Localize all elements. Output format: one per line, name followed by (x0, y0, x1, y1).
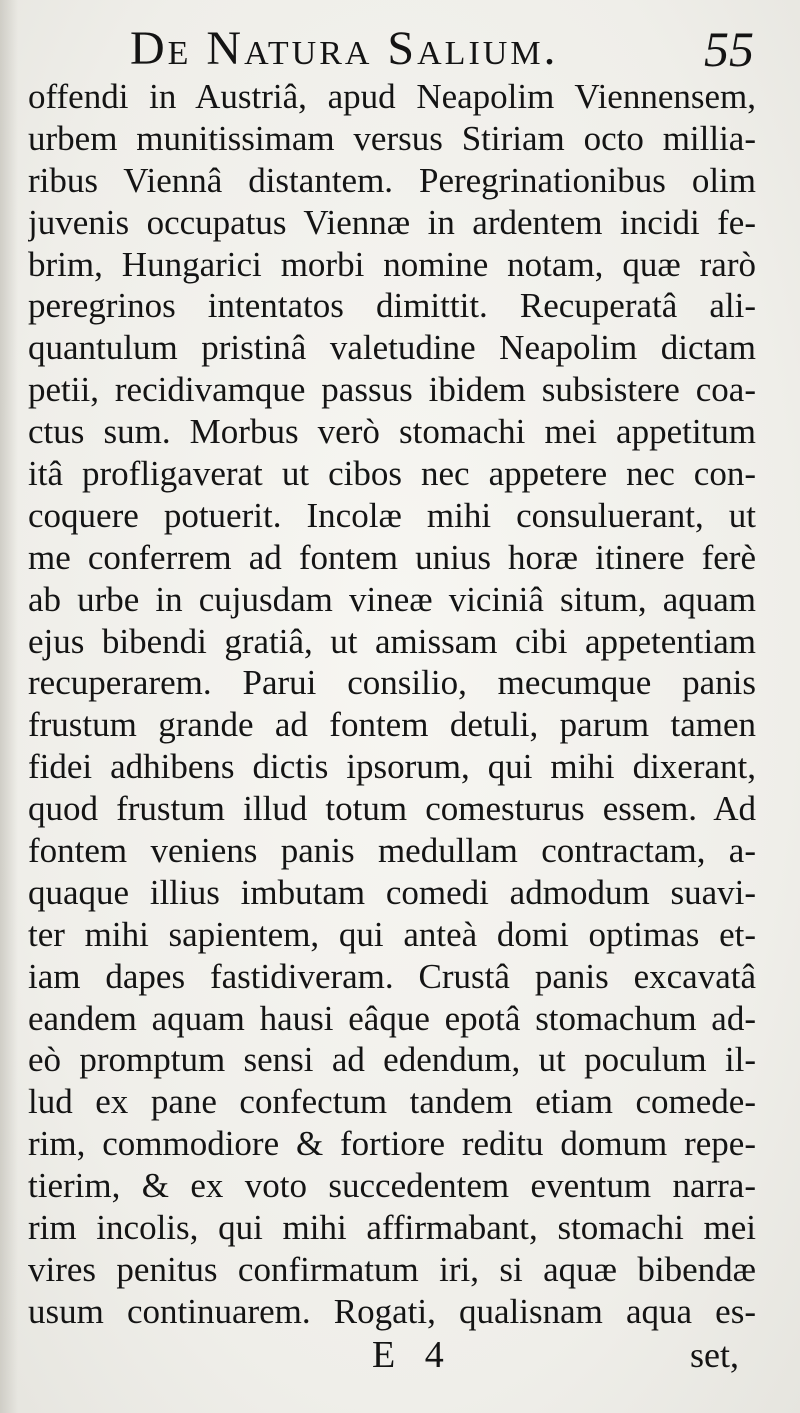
page-number: 55 (704, 21, 754, 77)
catchword: set, (690, 1335, 739, 1375)
text-line: juvenis occupatus Viennæ in ardentem incidi fe- (28, 202, 756, 242)
text-line: ctus sum. Morbus verò stomachi mei appetitum (28, 412, 756, 452)
body-text (28, 76, 756, 1333)
text-line: brim, Hungarici morbi nomine notam, quæ rarò (28, 244, 756, 284)
text-line: petii, recidivamque passus ibidem subsistere coa- (28, 370, 756, 410)
text-line: offendi in Austriâ, apud Neapolim Viennensem, (28, 77, 756, 116)
text-line: tierim, & ex voto succedentem eventum narra- (28, 1166, 756, 1206)
text-line: peregrinos intentatos dimittit. Recuperatâ ali- (28, 286, 756, 326)
text-line: vires penitus confirmatum iri, si aquæ bibendæ (28, 1249, 756, 1289)
text-line: ter mihi sapientem, qui anteà domi optimas et- (28, 914, 756, 954)
text-line: quaque illius imbutam comedi admodum suavi- (28, 872, 756, 912)
text-line: iam dapes fastidiveram. Crustâ panis excavatâ (28, 956, 756, 996)
text-line: fidei adhibens dictis ipsorum, qui mihi dixerant, (28, 747, 756, 787)
text-line: itâ profligaverat ut cibos nec appetere nec con- (28, 454, 756, 494)
text-line: frustum grande ad fontem detuli, parum tamen (28, 705, 756, 745)
text-line: coquere potuerit. Incolæ mihi consuluerant, ut (28, 495, 756, 535)
text-line: fontem veniens panis medullam contractam, a- (28, 831, 756, 871)
text-line: quod frustum illud totum comesturus essem. Ad (28, 789, 756, 829)
running-title: De Natura Salium. (130, 22, 559, 75)
text-line: recuperarem. Parui consilio, mecumque panis (28, 663, 756, 703)
signature-mark: E 4 (372, 1334, 454, 1376)
text-line: eandem aquam hausi eâque epotâ stomachum ad- (28, 998, 756, 1038)
text-line: eò promptum sensi ad edendum, ut poculum il- (28, 1040, 756, 1080)
text-line: urbem munitissimam versus Stiriam octo millia- (28, 118, 756, 158)
page-footer (0, 1330, 800, 1380)
gutter-shadow (0, 0, 18, 1413)
page-header (0, 16, 800, 82)
text-line: rim incolis, qui mihi affirmabant, stomachi mei (28, 1208, 756, 1248)
text-line: ribus Viennâ distantem. Peregrinationibus olim (28, 160, 756, 200)
text-line: lud ex pane confectum tandem etiam comede- (28, 1082, 756, 1122)
text-line: quantulum pristinâ valetudine Neapolim dictam (28, 328, 756, 368)
text-line: usum continuarem. Rogati, qualisnam aqua es- (28, 1291, 756, 1331)
text-line: ejus bibendi gratiâ, ut amissam cibi appetentiam (28, 621, 756, 661)
text-line: ab urbe in cujusdam vineæ viciniâ situm, aquam (28, 579, 756, 619)
text-line: me conferrem ad fontem unius horæ itinere ferè (28, 537, 756, 577)
text-line: rim, commodiore & fortiore reditu domum repe- (28, 1124, 756, 1164)
